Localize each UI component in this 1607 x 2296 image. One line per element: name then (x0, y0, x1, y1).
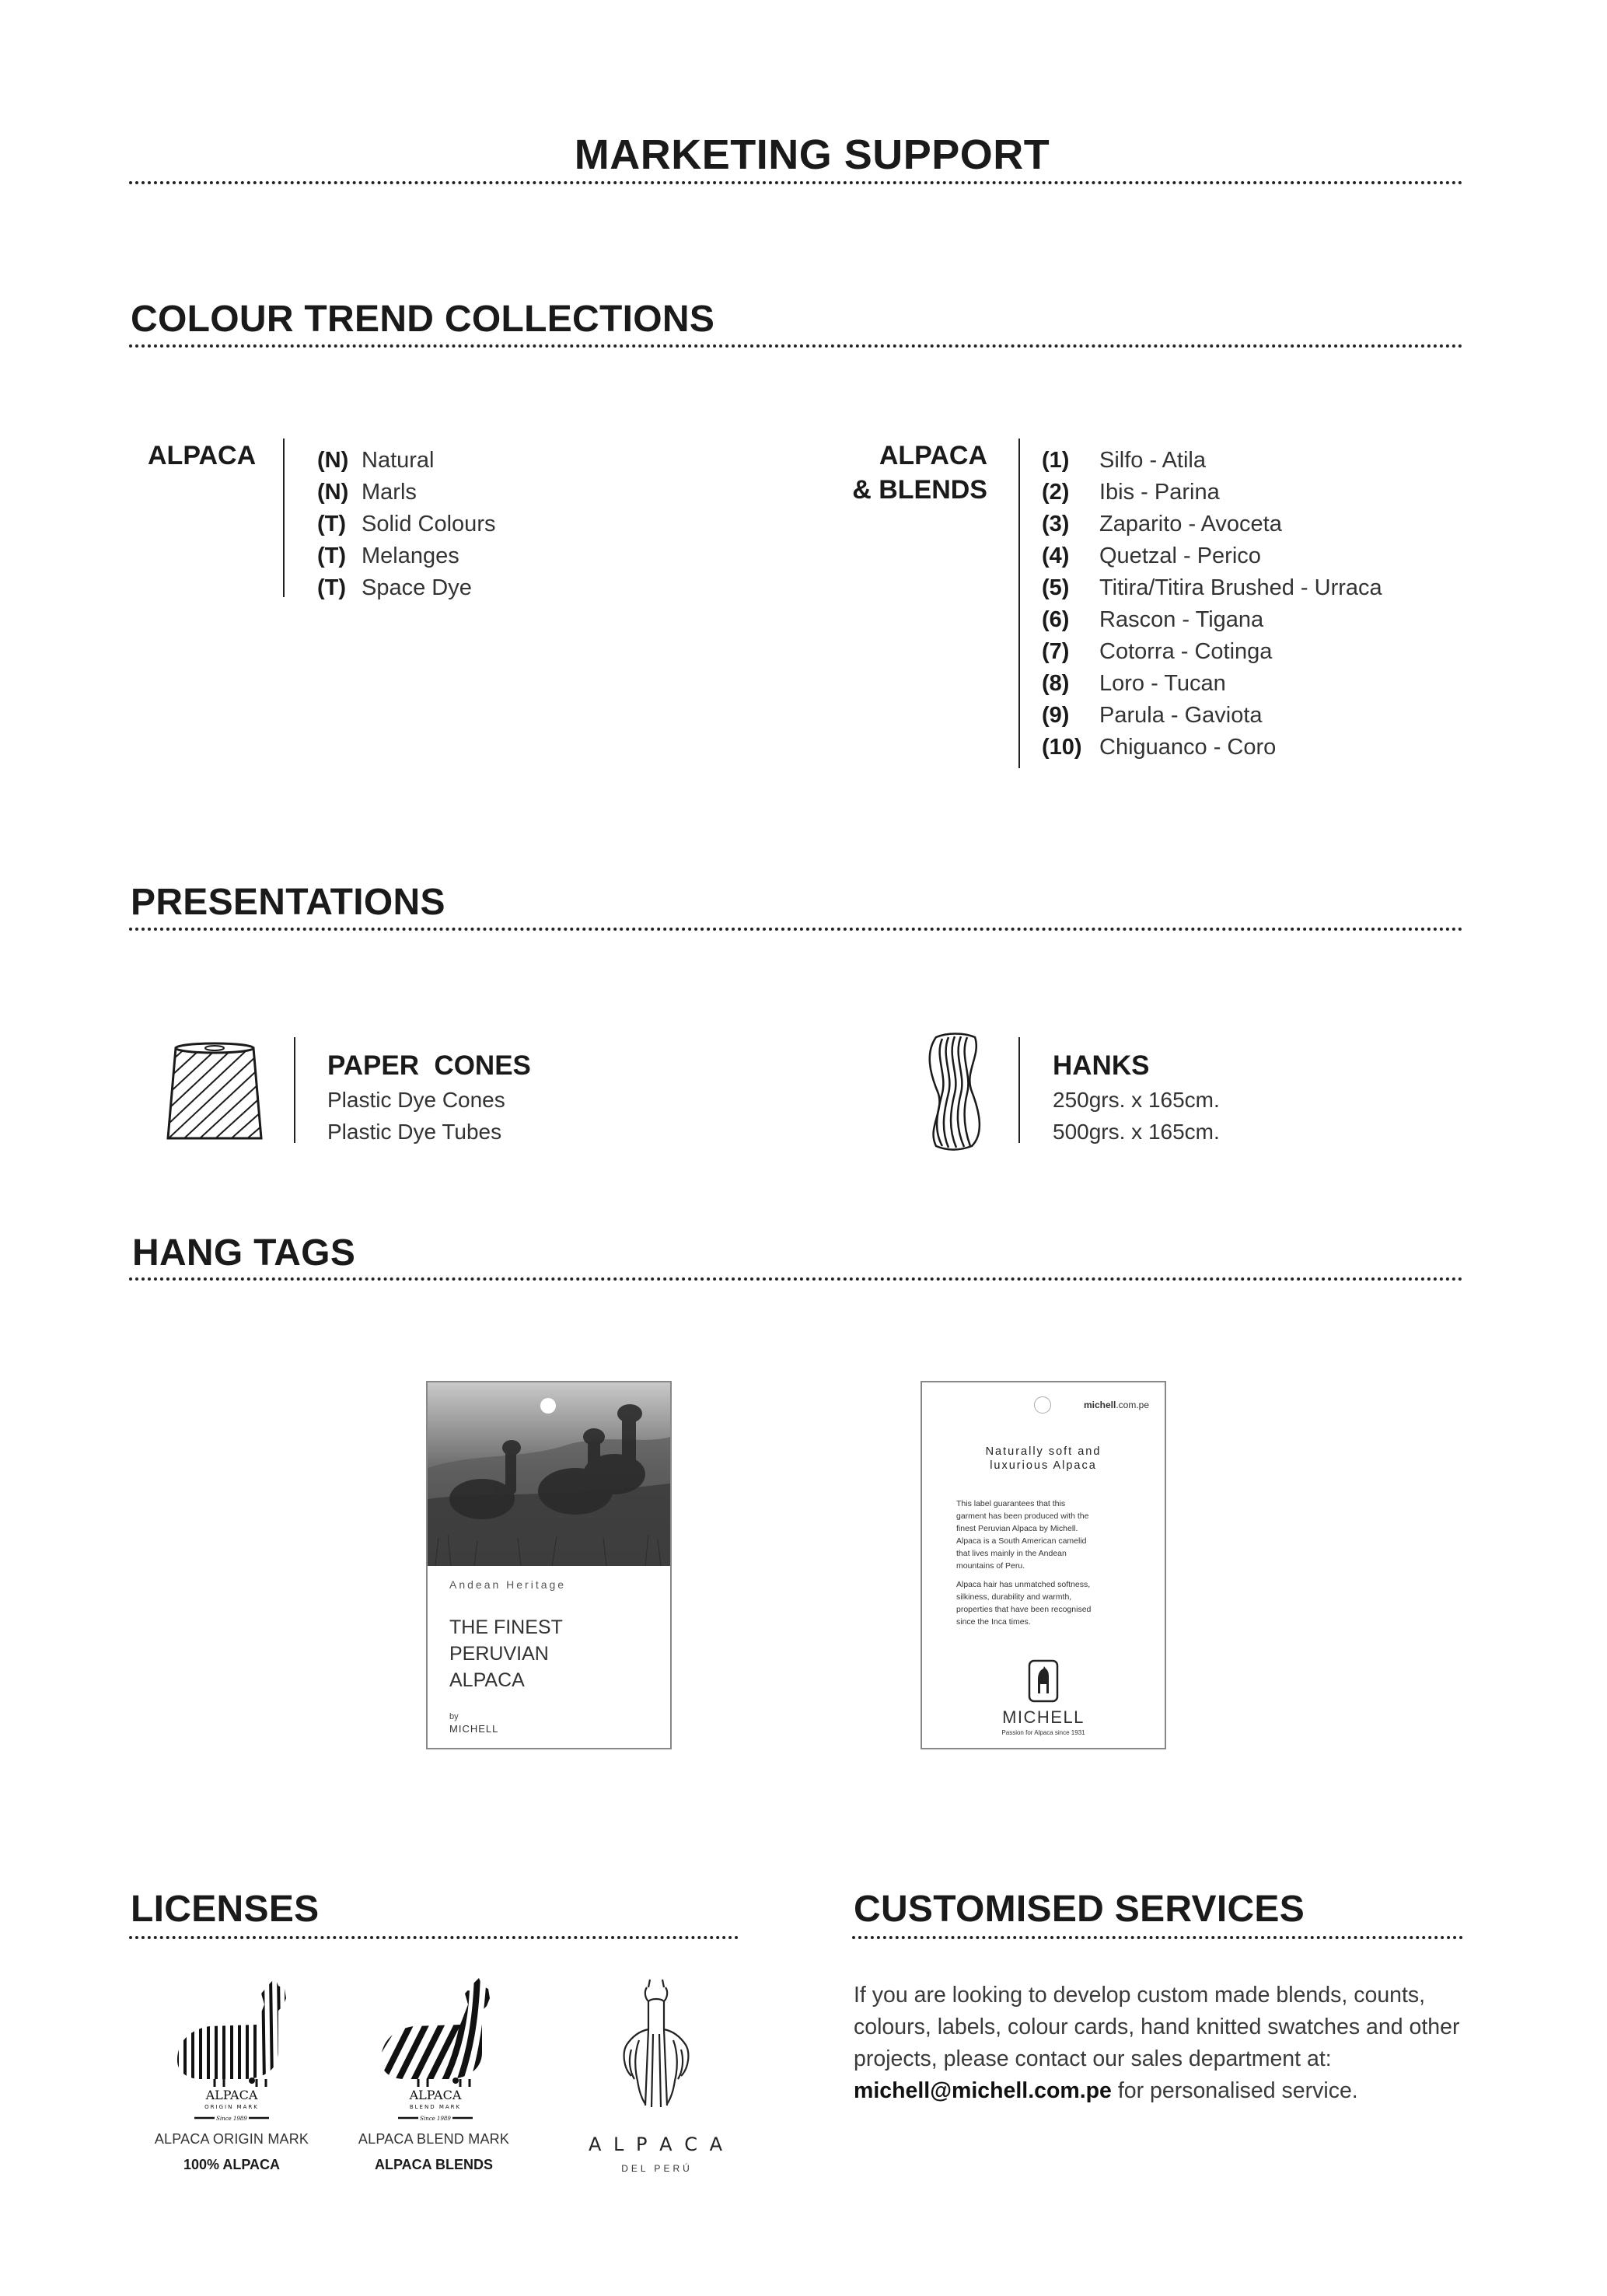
title-divider (129, 181, 1463, 184)
list-item: (1) Silfo - Atila (1042, 448, 1206, 473)
yarn-hank-icon (924, 1033, 986, 1151)
michell-logo-icon (1028, 1659, 1059, 1703)
hang-tag-back (921, 1381, 1166, 1749)
paper-cones-title: PAPER CONES (327, 1050, 531, 1081)
hang-tags-heading: HANG TAGS (132, 1232, 356, 1274)
list-item: (7) Cotorra - Cotinga (1042, 639, 1273, 664)
presentations-heading: PRESENTATIONS (131, 882, 445, 923)
tag-back-headline: Naturally soft and luxurious Alpaca (985, 1445, 1102, 1472)
services-paragraph: If you are looking to develop custom made blends, counts, colours, labels, colour cards, hand knitted swatches and other projects, please contact our sales department at: michell@michell.com.pe for personalised service. (854, 1983, 1460, 2103)
tag-back-brand: MICHELL (1002, 1707, 1085, 1727)
list-item: (8) Loro - Tucan (1042, 671, 1226, 696)
list-item: (3) Zaparito - Avoceta (1042, 512, 1282, 536)
hang-tags-divider (129, 1277, 1463, 1281)
list-item: (6) Rascon - Tigana (1042, 607, 1264, 632)
list-item: (10) Chiguanco - Coro (1042, 735, 1277, 760)
licenses-divider (129, 1936, 739, 1939)
list-item: (T) Space Dye (317, 575, 472, 600)
list-item: (N) Natural (317, 448, 435, 473)
services-heading: CUSTOMISED SERVICES (854, 1889, 1305, 1930)
alpaca-blend-mark-icon (373, 1975, 498, 2124)
list-item: (N) Marls (317, 480, 417, 505)
origin-mark-caption: ALPACA ORIGIN MARK (154, 2131, 309, 2147)
hang-tag-hole (540, 1398, 556, 1414)
tag-by: by (449, 1712, 459, 1721)
list-item: (T) Melanges (317, 543, 459, 568)
blend-mark-caption: ALPACA BLEND MARK (358, 2131, 510, 2147)
blends-collection-list (1042, 445, 1382, 764)
alpaca-group-label: ALPACA (148, 441, 257, 470)
list-item: (9) Parula - Gaviota (1042, 703, 1263, 728)
tag-brand: MICHELL (449, 1723, 499, 1735)
origin-mark-sub: 100% ALPACA (183, 2157, 281, 2172)
tag-headline: THE FINEST PERUVIAN ALPACA (449, 1616, 563, 1691)
list-item: (4) Quetzal - Perico (1042, 543, 1261, 568)
sales-email-link[interactable]: michell@michell.com.pe (854, 2078, 1112, 2103)
svg-text:ORIGIN MARK: ORIGIN MARK (204, 2104, 259, 2110)
page-title: MARKETING SUPPORT (574, 131, 1050, 178)
alpaca-collection-list (317, 445, 495, 604)
hanks-block (1053, 1048, 1220, 1148)
blends-group-rule (1018, 439, 1020, 768)
tag-website: michell.com.pe (1083, 1400, 1149, 1410)
paper-cones-line: Plastic Dye Cones (327, 1088, 505, 1112)
alpaca-del-peru-sub: DEL PERÚ (621, 2163, 693, 2174)
services-divider (852, 1936, 1463, 1939)
paper-cones-block (327, 1048, 531, 1148)
hang-tag-front (426, 1381, 672, 1749)
list-item: (5) Titira/Titira Brushed - Urraca (1042, 575, 1382, 600)
list-item: (T) Solid Colours (317, 512, 496, 536)
tag-subtitle: Andean Heritage (449, 1578, 567, 1591)
colour-trends-heading: COLOUR TREND COLLECTIONS (131, 299, 715, 340)
svg-text:BLEND MARK: BLEND MARK (409, 2104, 462, 2110)
hang-tag-hole (1034, 1396, 1051, 1414)
hanks-line: 250grs. x 165cm. (1053, 1088, 1220, 1112)
blends-group-label: ALPACA & BLENDS (852, 441, 987, 505)
colour-trends-divider (129, 344, 1463, 348)
tag-back-tagline: Passion for Alpaca since 1931 (1001, 1729, 1085, 1736)
yarn-cone-icon (165, 1040, 264, 1143)
svg-text:ALPACA: ALPACA (205, 2088, 258, 2102)
alpaca-origin-mark-icon (169, 1975, 294, 2124)
presentations-divider (129, 928, 1463, 931)
tag-back-copy: This label guarantees that this garment has been produced with the finest Peruvian Alpaca by Michell. Alpaca is a South American camelid that lives mainly in the Andean mountains of Peru. Alpaca hair has unmatched softness, silkiness, durability and warmth, properties that have been recognised since the Inca times. (956, 1499, 1092, 1627)
hanks-title: HANKS (1053, 1050, 1150, 1081)
svg-text:Since 1989: Since 1989 (420, 2116, 451, 2122)
blend-mark-sub: ALPACA BLENDS (375, 2157, 493, 2172)
paper-cones-line: Plastic Dye Tubes (327, 1120, 502, 1144)
licenses-heading: LICENSES (131, 1889, 320, 1930)
alpaca-del-peru-icon (610, 1975, 703, 2115)
hanks-rule (1018, 1037, 1020, 1143)
list-item: (2) Ibis - Parina (1042, 480, 1220, 505)
svg-text:ALPACA: ALPACA (409, 2088, 462, 2102)
hanks-line: 500grs. x 165cm. (1053, 1120, 1220, 1144)
cones-rule (294, 1037, 295, 1143)
svg-text:Since 1989: Since 1989 (216, 2116, 247, 2122)
alpaca-group-rule (283, 439, 285, 597)
alpaca-del-peru-word: A L P A C A (589, 2133, 725, 2155)
